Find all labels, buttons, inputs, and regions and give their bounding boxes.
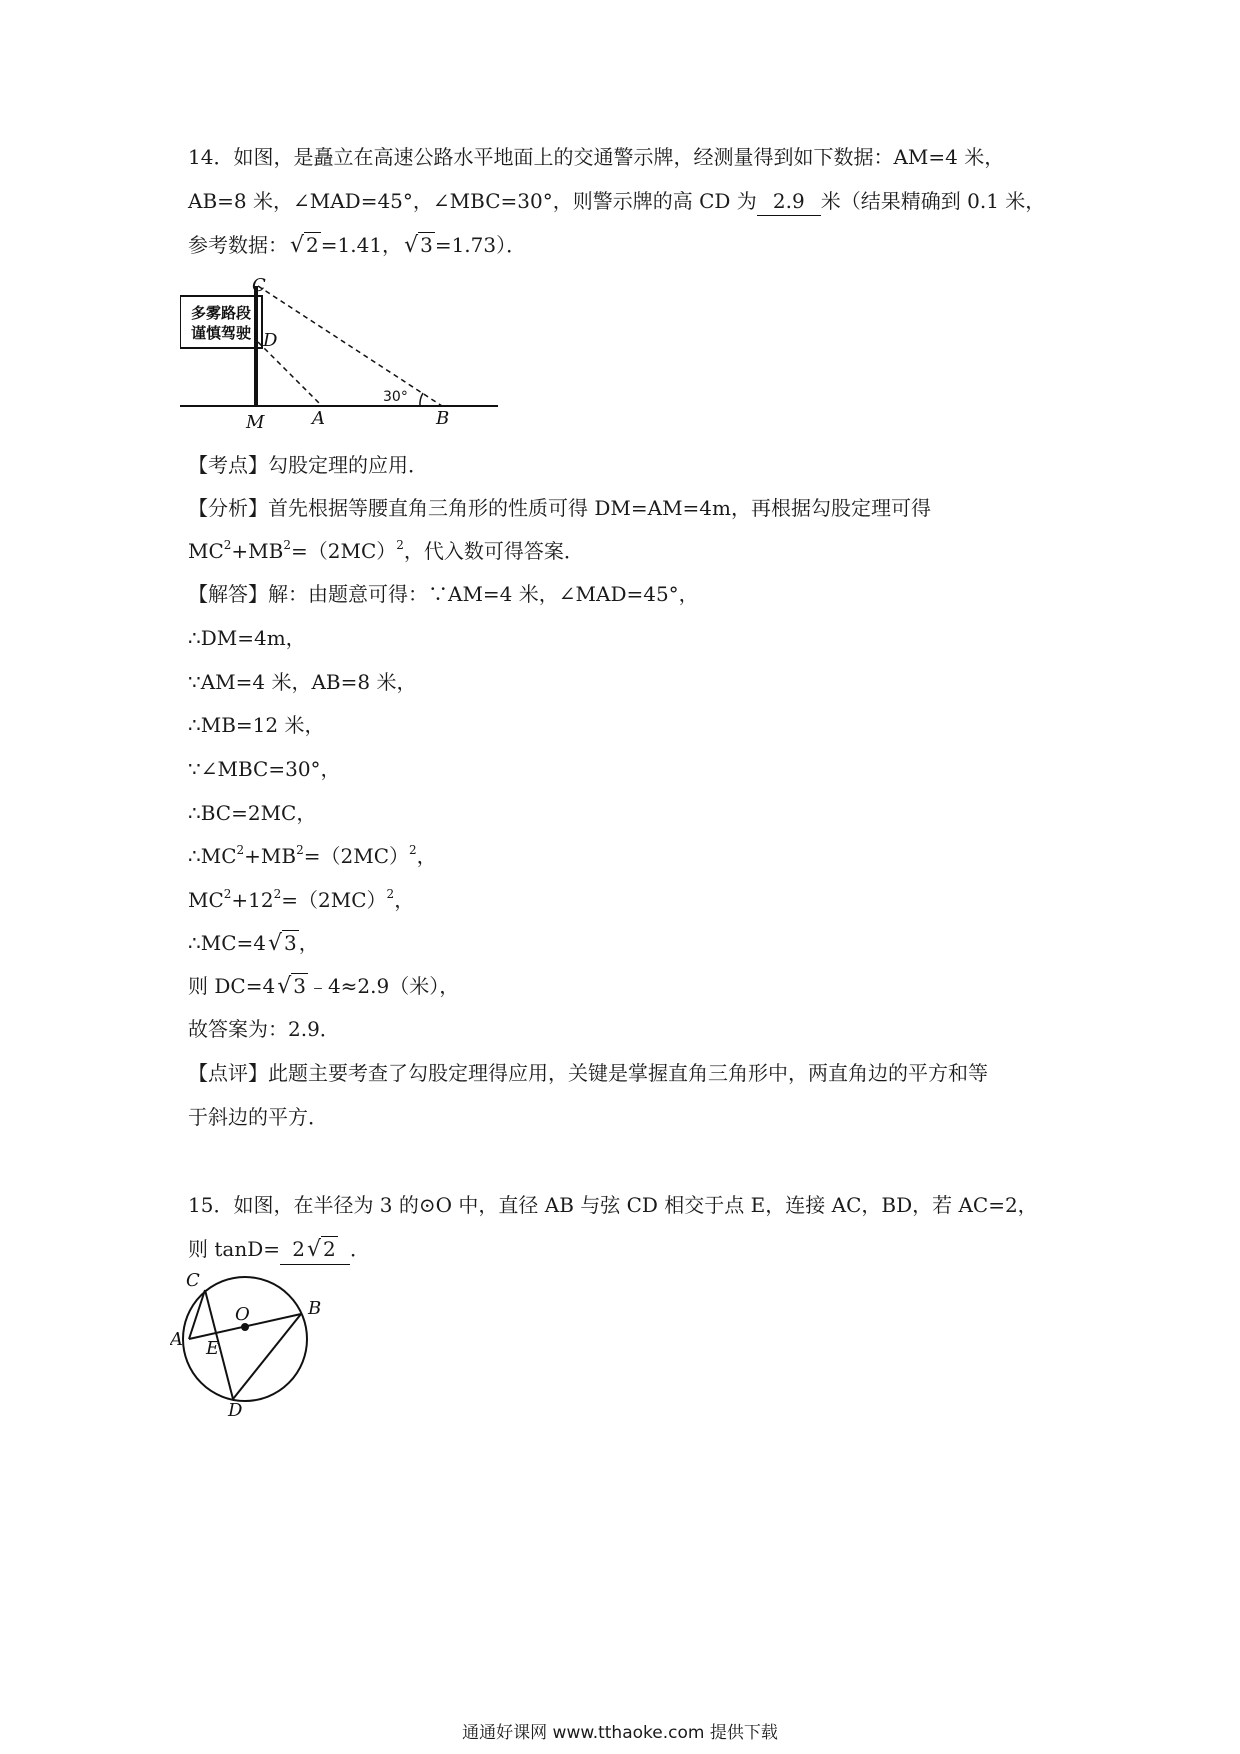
q14-line2: AB=8 米，∠MAD=45°，∠MBC=30°，则警示牌的高 CD 为 2.9 米（结果精确到 0.1 米， bbox=[188, 187, 1045, 216]
dianping-1: 【点评】此题主要考查了勾股定理得应用，关键是掌握直角三角形中，两直角边的平方和等 bbox=[188, 1061, 988, 1085]
label-a2: A bbox=[170, 1329, 183, 1350]
label-o: O bbox=[235, 1304, 250, 1325]
sqrt-3-step8: √ 3 bbox=[268, 931, 297, 956]
step-2: ∵AM=4 米，AB=8 米， bbox=[188, 670, 417, 694]
q15-line2: 则 tanD= 2√ 2 ． bbox=[188, 1235, 370, 1265]
fenxi-2: $MC^2+MB^2=(2MC)^2$，代入数可得答案． bbox=[188, 538, 584, 563]
line-da bbox=[258, 342, 322, 406]
label-b: B bbox=[436, 408, 450, 429]
q14-line1: 14．如图，是矗立在高速公路水平地面上的交通警示牌，经测量得到如下数据：AM=4 米， bbox=[188, 145, 1005, 169]
kaodian: 【考点】勾股定理的应用． bbox=[188, 453, 428, 477]
step-3: ∴MB=12 米， bbox=[188, 713, 325, 737]
footer: 通通好课网 www.tthaoke.com 提供下载 bbox=[462, 1723, 778, 1743]
label-m: M bbox=[246, 412, 265, 432]
chord-ac bbox=[189, 1290, 205, 1339]
step-9: 则 DC=4√ 3 ﹣4≈2.9（米）， bbox=[188, 974, 460, 999]
fenxi-1: 【分析】首先根据等腰直角三角形的性质可得 DM=AM=4m，再根据勾股定理可得 bbox=[188, 496, 931, 520]
step-6: $\therefore MC^2+MB^2=(2MC)^2$， bbox=[188, 843, 437, 868]
sqrt-3-step9: √ 3 bbox=[277, 974, 306, 999]
q15-line1: 15．如图，在半径为 3 的⊙O 中，直径 AB 与弦 CD 相交于点 E，连接 AC，BD，若 AC=2， bbox=[188, 1193, 1038, 1217]
sqrt-3: √ 3 bbox=[404, 233, 433, 258]
step-5: ∴BC=2MC， bbox=[188, 801, 317, 825]
warning-sign-figure bbox=[180, 276, 500, 432]
q15-answer-blank: 2√ 2 bbox=[280, 1235, 350, 1265]
circle-figure bbox=[170, 1272, 330, 1418]
label-b2: B bbox=[308, 1298, 322, 1319]
step-8: ∴MC=4√ 3 ， bbox=[188, 931, 319, 956]
label-e: E bbox=[206, 1338, 220, 1359]
angle-arc bbox=[420, 393, 423, 406]
label-c2: C bbox=[186, 1272, 200, 1291]
label-d2: D bbox=[228, 1400, 243, 1418]
step-4: ∵∠MBC=30°， bbox=[188, 757, 341, 781]
label-a: A bbox=[312, 408, 325, 429]
step-7: $MC^2+12^2=(2MC)^2$， bbox=[188, 887, 415, 912]
q14-answer-blank: 2.9 bbox=[757, 187, 821, 216]
label-c: C bbox=[252, 276, 266, 296]
label-d: D bbox=[263, 330, 278, 351]
sign-text-1: 多雾路段 bbox=[190, 304, 252, 322]
jieda-1: 【解答】解：由题意可得：∵AM=4 米，∠MAD=45°， bbox=[188, 582, 699, 606]
angle-label: 30° bbox=[383, 389, 408, 405]
step-10: 故答案为：2.9． bbox=[188, 1017, 340, 1041]
step-1: ∴DM=4m， bbox=[188, 626, 306, 650]
sqrt-2: √ 2 bbox=[290, 233, 319, 258]
q14-line3: 参考数据：√ 2 =1.41，√ 3 =1.73）． bbox=[188, 233, 527, 258]
sign-text-2: 谨慎驾驶 bbox=[190, 324, 252, 342]
line-cb bbox=[258, 286, 442, 406]
dianping-2: 于斜边的平方． bbox=[188, 1105, 328, 1129]
